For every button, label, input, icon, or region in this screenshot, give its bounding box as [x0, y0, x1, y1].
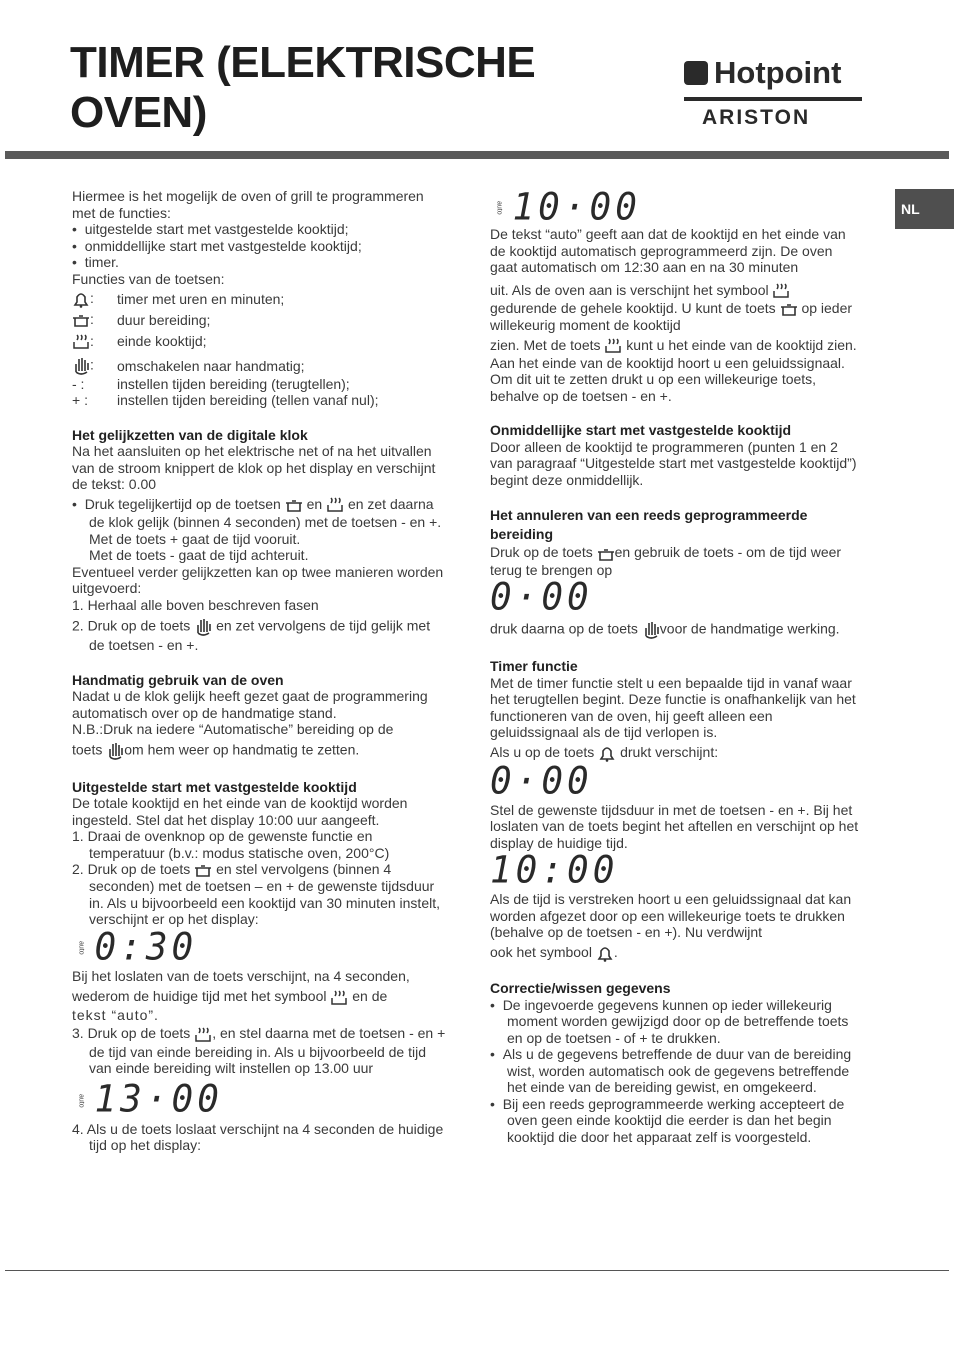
footer-rule — [5, 1270, 949, 1271]
intro-bullet: • timer. — [72, 254, 119, 270]
display-readout: 0·00 — [490, 759, 593, 803]
paragraph: Met de toets + gaat de tijd vooruit. — [89, 530, 301, 547]
cooking-end-icon — [194, 1026, 212, 1044]
paragraph: Door alleen de kooktijd te programmeren (punten 1 en 2 van paragraaf “Uitgestelde start met vastgestelde kooktijd”) begint deze onmiddellijk. — [490, 438, 857, 488]
paragraph: Als u op de toets drukt verschijnt: — [490, 744, 862, 762]
paragraph: toets om hem weer op handmatig te zetten. — [72, 741, 448, 761]
paragraph: De tekst “auto” geeft aan dat de kooktijd en het einde van de kooktijd automatisch geprogrammeerd zijn. De oven gaat automatisch om 12:30 aan en na 30 minuten — [490, 226, 846, 275]
intro-text: Hiermee is het mogelijk de oven of grill te programmeren met de functies: — [72, 188, 424, 221]
list-item: 2. Druk op de toets en zet vervolgens de tijd gelijk met de toetsen - en +. — [72, 617, 431, 654]
section-heading: Correctie/wissen gegevens — [490, 980, 671, 997]
cooking-end-icon — [72, 333, 90, 351]
paragraph: ook het symbool . — [490, 944, 862, 962]
list-item: 4. Als u de toets loslaat verschijnt na 4 seconden de huidige tijd op het display: — [72, 1120, 444, 1154]
section-heading: Handmatig gebruik van de oven — [72, 671, 284, 688]
pot-icon — [72, 312, 90, 330]
bell-icon — [72, 290, 90, 308]
cooking-end-icon — [772, 282, 790, 300]
paragraph: uit. Als de oven aan is verschijnt het symbool — [490, 282, 862, 300]
bell-icon — [596, 944, 614, 962]
hand-icon — [194, 617, 212, 637]
paragraph: Met de timer functie stelt u een bepaalde tijd in vanaf waar het terugtellen begint. Deze functie is onafhankelijk van het functioneren van de oven, hij geeft alleen een geluidssignaal als de tijd verlopen is. — [490, 674, 856, 741]
paragraph: Als de tijd is verstreken hoort u een geluidssignaal dat kan worden afgezet door op een willekeurige toets te drukken (behalve op de toetsen - en +). Nu verdwijnt — [490, 891, 852, 941]
pot-icon — [285, 497, 303, 513]
list-item: 2. Druk op de toets en stel vervolgens (binnen 4 seconden) met de toetsen – en + de gewenste tijdsduur in. Als u bijvoorbeeld een kooktijd van 30 minuten instelt, verschijnt er op het display: — [72, 861, 440, 928]
cooking-end-icon — [330, 989, 348, 1007]
section-heading: Uitgestelde start met vastgestelde kooktijd — [72, 778, 357, 795]
hand-icon — [72, 356, 90, 376]
page-title: TIMER (ELEKTRISCHE OVEN) — [70, 38, 536, 137]
pot-icon — [597, 546, 615, 562]
bullet: • De ingevoerde gegevens kunnen op ieder willekeurig moment worden gewijzigd door op de betreffende toets en op de toetsen - of + te drukken. — [490, 996, 849, 1046]
hand-icon — [642, 620, 660, 640]
cooking-end-icon — [326, 496, 344, 514]
paragraph: zien. Met de toets kunt u het einde van de kooktijd zien. — [490, 337, 862, 355]
language-tab: NL — [895, 189, 954, 229]
paragraph: Eventueel verder gelijkzetten kan op twee manieren worden uitgevoerd: — [72, 563, 444, 597]
bullet: • Als u de gegevens betreffende de duur van de bereiding wist, worden automatisch ook de gegevens betreffende het einde van de bereiding gewist, en omgekeerd. — [490, 1046, 852, 1096]
intro-bullet: • uitgestelde start met vastgestelde kooktijd; — [72, 221, 349, 237]
paragraph: N.B.:Druk na iedere “Automatische” bereiding op de — [72, 721, 394, 738]
paragraph: Druk op de toets en gebruik de toets - om de tijd weer terug te brengen op — [490, 544, 842, 578]
logo-bar — [684, 97, 862, 101]
paragraph: Na het aansluiten op het elektrische net of na het uitvallen van de stroom knippert de klok op het display en verschijnt de tekst: 0.00 — [72, 443, 436, 493]
cooking-end-icon — [604, 337, 622, 355]
display-readout: auto 0:30 — [77, 925, 198, 969]
brand-sub: ARISTON — [702, 106, 811, 129]
bullet: • Druk tegelijkertijd op de toetsen en en zet daarna de klok gelijk (binnen 4 seconden) met de toetsen - en +. — [72, 495, 442, 531]
pot-icon — [780, 301, 798, 317]
paragraph: druk daarna op de toets voor de handmatige werking. — [490, 620, 862, 640]
brand-name: Hotpoint — [714, 55, 842, 90]
paragraph: De totale kooktijd en het einde van de kooktijd worden ingesteld. Stel dat het display 10:00 uur aangeeft. — [72, 795, 408, 828]
function-row: : einde kooktijd; — [72, 333, 448, 351]
function-row: - : instellen tijden bereiding (terugtellen); — [72, 375, 350, 392]
paragraph: Met de toets - gaat de tijd achteruit. — [89, 547, 309, 564]
functions-title: Functies van de toetsen: — [72, 270, 225, 287]
intro-bullet: • onmiddellijke start met vastgestelde kooktijd; — [72, 237, 362, 254]
pot-icon — [194, 862, 212, 878]
section-heading: Het gelijkzetten van de digitale klok — [72, 426, 308, 443]
paragraph: gedurende de gehele kooktijd. U kunt de toets op ieder willekeurig moment de kooktijd — [490, 299, 853, 334]
section-heading: Het annuleren van een reeds geprogrammeerde bereiding — [490, 507, 808, 543]
paragraph: tekst “auto”. — [72, 1006, 159, 1023]
paragraph: Stel de gewenste tijdsduur in met de toetsen - en +. Bij het loslaten van de toets begint het aftellen en verschijnt op het display de huidige tijd. — [490, 801, 859, 851]
paragraph: wederom de huidige tijd met het symbool en de — [72, 988, 448, 1006]
paragraph: Bij het loslaten van de toets verschijnt, na 4 seconden, — [72, 967, 410, 984]
function-row: : duur bereiding; — [72, 311, 448, 329]
bullet: • Bij een reeds geprogrammeerde werking accepteert de oven geen einde kooktijd die eerder is dan het begin kooktijd die door het apparaat zelf is voorgesteld. — [490, 1095, 845, 1145]
logo-square-icon — [684, 61, 708, 85]
left-column — [72, 188, 448, 1154]
function-row: : timer met uren en minuten; — [72, 290, 448, 308]
paragraph: Nadat u de klok gelijk heeft gezet gaat de programmering automatisch over op de handmatige stand. — [72, 688, 428, 721]
display-readout: auto 10·00 — [495, 185, 641, 229]
display-readout: 0·00 — [490, 575, 593, 619]
function-row: + : instellen tijden bereiding (tellen vanaf nul); — [72, 392, 379, 409]
section-heading: Onmiddellijke start met vastgestelde kooktijd — [490, 422, 792, 439]
section-heading: Timer functie — [490, 658, 578, 675]
right-column — [490, 185, 862, 1145]
display-readout: 10:00 — [490, 849, 619, 893]
list-item: 1. Draai de ovenknop op de gewenste functie en temperatuur (b.v.: modus statische oven, 200°C) — [72, 828, 390, 861]
list-item: 3. Druk op de toets , en stel daarna met de toetsen - en + de tijd van einde bereiding in. Als u bijvoorbeeld de tijd van einde bereiding wilt instellen op 13.00 uur — [72, 1025, 446, 1077]
header-rule — [5, 151, 949, 159]
paragraph: Aan het einde van de kooktijd hoort u een geluidssignaal. Om dit uit te zetten drukt u op een willekeurige toets, behalve op de toetsen - en +. — [490, 354, 845, 404]
brand-logo — [684, 56, 864, 136]
bell-icon — [598, 744, 616, 762]
list-item: 1. Herhaal alle boven beschreven fasen — [72, 596, 319, 613]
function-row: : omschakelen naar handmatig; — [72, 356, 448, 376]
display-readout: auto 13·00 — [77, 1078, 223, 1122]
hand-icon — [106, 741, 124, 761]
